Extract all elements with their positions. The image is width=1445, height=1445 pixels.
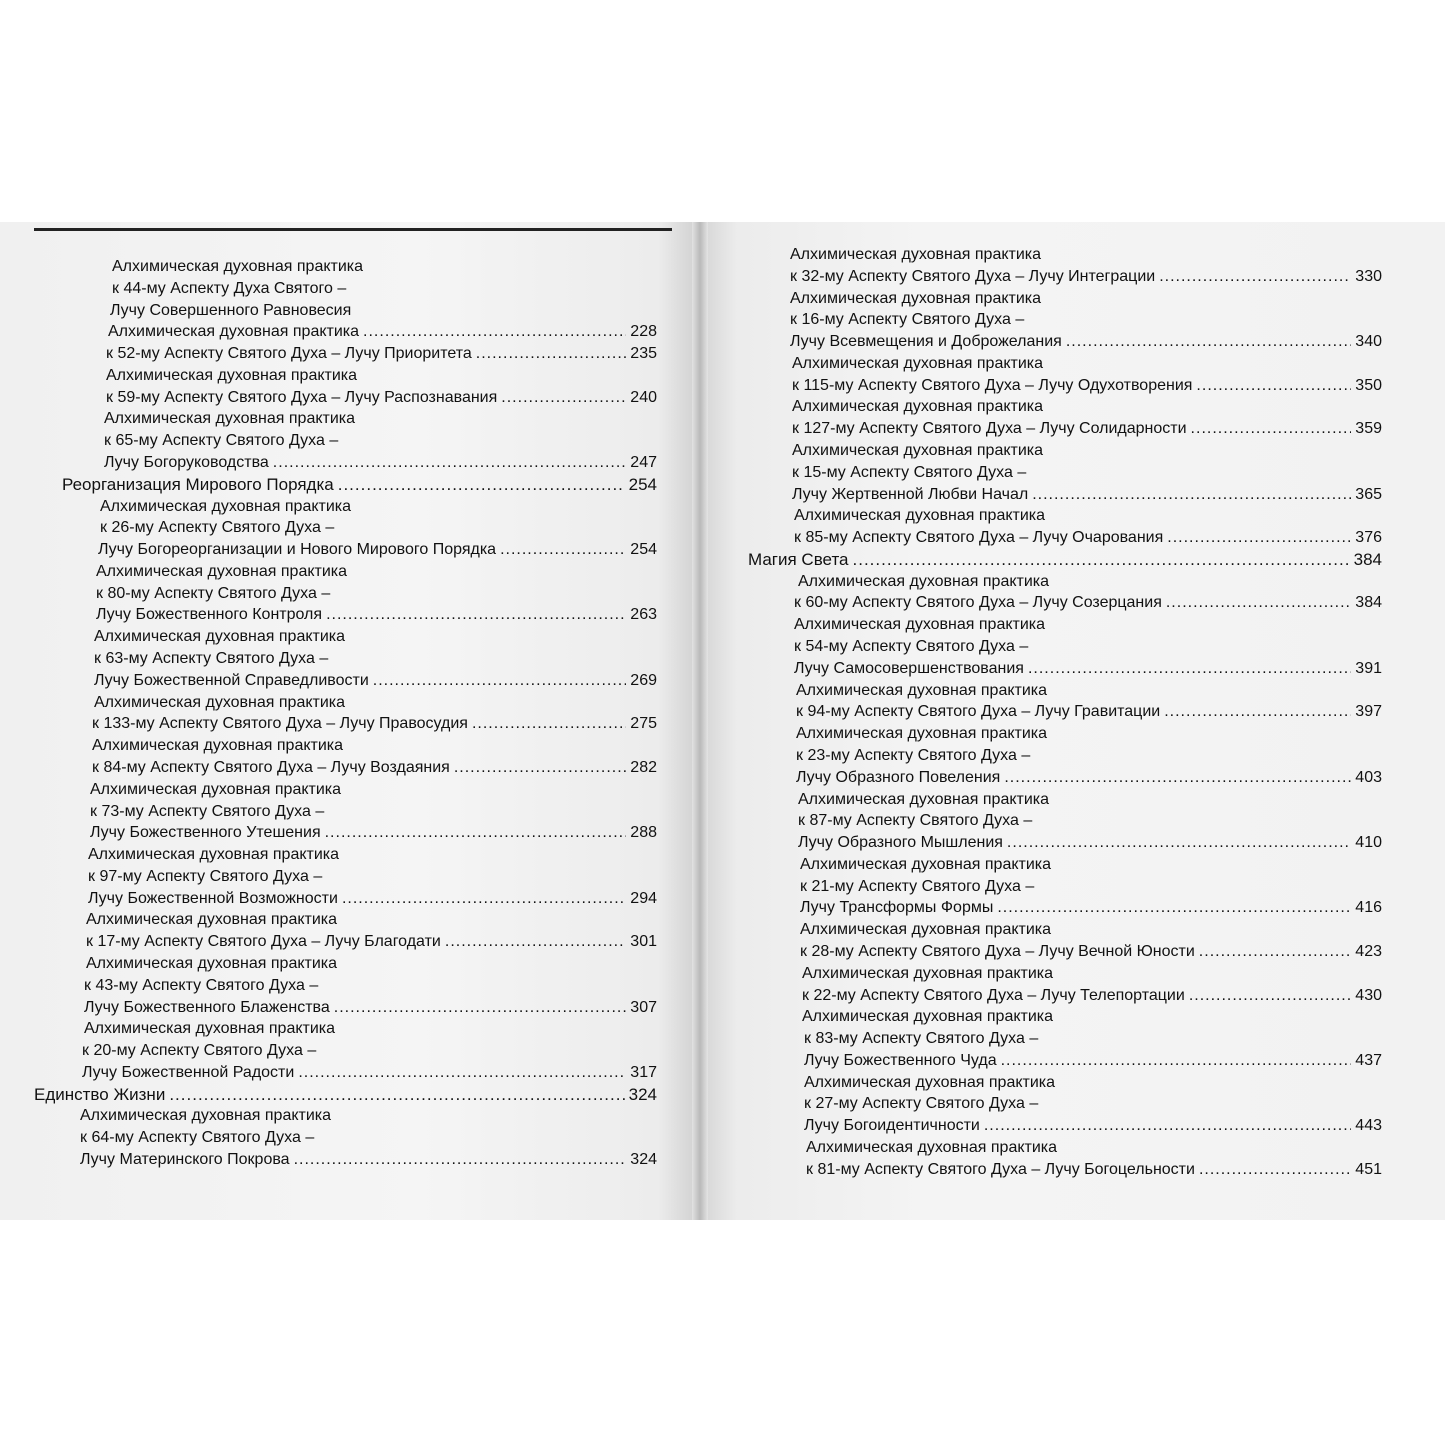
toc-entry-line [790, 288, 1041, 310]
section-title: Реорганизация Мирового Порядка [62, 474, 334, 494]
toc-entry-line [90, 801, 324, 823]
toc-entry-text: Лучу Образного Мышления [798, 834, 1003, 852]
page-number: 384 [1353, 549, 1382, 569]
dot-leader [1166, 592, 1351, 614]
toc-entry-line [792, 418, 1382, 440]
page-number: 410 [1355, 834, 1382, 852]
toc-entry-text: Лучу Божественного Чуда [804, 1051, 997, 1069]
toc-entry-line [804, 1093, 1038, 1115]
dot-leader [273, 452, 627, 474]
page-number: 324 [630, 1150, 657, 1168]
toc-entry-text: к 16-му Аспекту Святого Духа – [790, 311, 1025, 329]
dot-leader [326, 604, 626, 626]
toc-entry-text: Алхимическая духовная практика [86, 954, 338, 972]
toc-entry-text: Алхимическая духовная практика [792, 442, 1044, 460]
toc-entry-line [800, 897, 1382, 919]
page-number: 275 [630, 715, 657, 733]
page-number: 254 [628, 474, 657, 494]
top-rule [34, 228, 672, 231]
page-number: 235 [630, 345, 657, 363]
toc-entry-text: Лучу Божественного Утешения [90, 824, 321, 842]
dot-leader [1028, 658, 1351, 680]
toc-entry-text: Алхимическая духовная практика [108, 323, 360, 341]
toc-entry-line [86, 931, 657, 953]
page-number: 384 [1355, 594, 1382, 612]
toc-entry-line [88, 844, 339, 866]
dot-leader [338, 474, 625, 496]
dot-leader [294, 1149, 627, 1171]
toc-entry-text: к 27-му Аспекту Святого Духа – [804, 1095, 1039, 1113]
toc-entry-line [800, 919, 1051, 941]
toc-entry-line [798, 810, 1032, 832]
page-number: 423 [1355, 942, 1382, 960]
page-number: 247 [630, 454, 657, 472]
toc-entry-line [90, 822, 657, 844]
book-gutter [692, 222, 708, 1220]
toc-entry-line [82, 1040, 316, 1062]
dot-leader [1191, 418, 1352, 440]
toc-entry-line [92, 735, 343, 757]
toc-entry-line [106, 387, 657, 409]
toc-entry-line [92, 757, 657, 779]
dot-leader [445, 931, 626, 953]
dot-leader [476, 343, 627, 365]
toc-entry-text: Алхимическая духовная практика [804, 1073, 1056, 1091]
toc-entry-line [96, 604, 657, 626]
toc-entry-line [802, 985, 1382, 1007]
toc-entry-line [108, 321, 657, 343]
toc-entry-text: к 54-му Аспекту Святого Духа – [794, 638, 1029, 656]
toc-entry-text: Алхимическая духовная практика [796, 681, 1048, 699]
dot-leader [1032, 484, 1351, 506]
toc-entry-line [96, 561, 347, 583]
toc-entry-line [794, 658, 1382, 680]
left-page [0, 222, 700, 1220]
toc-entry-text: Алхимическая духовная практика [794, 616, 1046, 634]
toc-entry-line [796, 767, 1382, 789]
toc-entry-line [802, 963, 1053, 985]
toc-entry-text: к 73-му Аспекту Святого Духа – [90, 802, 325, 820]
dot-leader [1164, 701, 1351, 723]
toc-entry-text: Алхимическая духовная практика [802, 964, 1054, 982]
toc-entry-line [794, 592, 1382, 614]
page-number: 263 [630, 606, 657, 624]
page-number: 391 [1355, 659, 1382, 677]
toc-entry-line [106, 365, 357, 387]
toc-entry-text: Алхимическая духовная практика [794, 507, 1046, 525]
page-number: 288 [630, 824, 657, 842]
toc-entry-line [94, 648, 328, 670]
dot-leader [1066, 331, 1351, 353]
toc-entry-line [796, 701, 1382, 723]
toc-entry-text: Лучу Образного Повеления [796, 768, 1001, 786]
page-number: 350 [1355, 376, 1382, 394]
toc-entry-line [806, 1137, 1057, 1159]
toc-entry-line [84, 975, 318, 997]
toc-entry-line [80, 1105, 331, 1127]
toc-entry-text: Лучу Трансформы Формы [800, 899, 994, 917]
toc-entry-text: к 85-му Аспекту Святого Духа – Лучу Очарования [794, 529, 1164, 547]
page-number: 307 [630, 998, 657, 1016]
toc-entry-text: Алхимическая духовная практика [790, 246, 1042, 263]
toc-entry-text: Алхимическая духовная практика [806, 1138, 1058, 1156]
toc-section-line [34, 1084, 657, 1106]
page-number: 282 [630, 758, 657, 776]
dot-leader [1004, 767, 1351, 789]
dot-leader [1189, 985, 1351, 1007]
toc-entry-text: Алхимическая духовная практика [798, 572, 1050, 590]
toc-entry-line [804, 1072, 1055, 1094]
toc-entry-line [806, 1159, 1382, 1181]
section-title: Магия Света [748, 549, 849, 569]
dot-leader [1001, 1050, 1352, 1072]
toc-entry-text: Алхимическая духовная практика [100, 497, 352, 515]
toc-entry-text: к 87-му Аспекту Святого Духа – [798, 812, 1033, 830]
dot-leader [1159, 266, 1351, 288]
toc-entry-text: Алхимическая духовная практика [792, 398, 1044, 416]
toc-entry-line [796, 723, 1047, 745]
toc-entry-line [94, 692, 345, 714]
dot-leader [853, 549, 1350, 571]
page-number: 365 [1355, 485, 1382, 503]
toc-entry-line [112, 256, 363, 278]
dot-leader [1199, 941, 1352, 963]
toc-entry-text: Лучу Богореорганизации и Нового Мирового Порядка [98, 541, 497, 559]
dot-leader [454, 757, 626, 779]
toc-entry-text: к 22-му Аспекту Святого Духа – Лучу Телепортации [802, 986, 1185, 1004]
toc-entry-line [82, 1062, 657, 1084]
toc-entry-text: Алхимическая духовная практика [792, 354, 1044, 372]
dot-leader [325, 822, 627, 844]
page-number: 301 [630, 933, 657, 951]
page-number: 443 [1355, 1117, 1382, 1135]
toc-entry-line [94, 670, 657, 692]
toc-entry-text: Алхимическая духовная практика [96, 562, 348, 580]
dot-leader [997, 897, 1351, 919]
page-number: 254 [630, 541, 657, 559]
toc-entry-line [792, 353, 1043, 375]
toc-entry-line [84, 1018, 335, 1040]
page-number: 437 [1355, 1051, 1382, 1069]
toc-entry-text: к 97-му Аспекту Святого Духа – [88, 867, 323, 885]
toc-entry-line [88, 888, 657, 910]
toc-entry-text: к 21-му Аспекту Святого Духа – [800, 877, 1035, 895]
toc-entry-text: к 94-му Аспекту Святого Духа – Лучу Гравитации [796, 703, 1161, 721]
toc-entry-line [790, 266, 1382, 288]
toc-entry-text: к 83-му Аспекту Святого Духа – [804, 1030, 1039, 1048]
toc-entry-text: Лучу Совершенного Равновесия [110, 301, 352, 319]
toc-entry-text: к 20-му Аспекту Святого Духа – [82, 1042, 317, 1060]
toc-entry-text: Лучу Материнского Покрова [80, 1150, 290, 1168]
dot-leader [169, 1084, 624, 1106]
toc-entry-text: Лучу Божественного Блаженства [84, 998, 330, 1016]
toc-entry-text: к 127-му Аспекту Святого Духа – Лучу Солидарности [792, 420, 1187, 438]
toc-entry-line [796, 680, 1047, 702]
toc-entry-text: Алхимическая духовная практика [94, 628, 346, 646]
toc-entry-line [790, 309, 1024, 331]
toc-entry-line [794, 614, 1045, 636]
page-number: 416 [1355, 899, 1382, 917]
dot-leader [472, 713, 626, 735]
toc-entry-text: Алхимическая духовная практика [790, 289, 1042, 307]
dot-leader [334, 997, 627, 1019]
toc-entry-text: к 65-му Аспекту Святого Духа – [104, 432, 339, 450]
toc-entry-text: Лучу Божественной Радости [82, 1063, 295, 1081]
toc-entry-line [804, 1050, 1382, 1072]
toc-entry-line [792, 396, 1043, 418]
page-number: 330 [1355, 267, 1382, 285]
toc-entry-text: Лучу Божественного Контроля [96, 606, 323, 624]
toc-entry-text: к 15-му Аспекту Святого Духа – [792, 463, 1027, 481]
toc-entry-line [794, 505, 1045, 527]
toc-entry-text: Алхимическая духовная практика [90, 780, 342, 798]
toc-entry-line [104, 408, 355, 430]
toc-entry-line [100, 496, 351, 518]
toc-entry-line [790, 244, 1041, 266]
toc-entry-line [104, 452, 657, 474]
toc-entry-text: Алхимическая духовная практика [796, 725, 1048, 743]
dot-leader [1199, 1159, 1351, 1181]
toc-entry-text: к 133-му Аспекту Святого Духа – Лучу Правосудия [92, 715, 468, 733]
toc-entry-text: к 26-му Аспекту Святого Духа – [100, 519, 335, 537]
toc-entry-text: Алхимическая духовная практика [800, 921, 1052, 939]
dot-leader [1167, 527, 1351, 549]
page-number: 269 [630, 671, 657, 689]
page-number: 430 [1355, 986, 1382, 1004]
toc-entry-text: Алхимическая духовная практика [112, 258, 364, 275]
toc-entry-line [104, 430, 338, 452]
toc-entry-line [800, 854, 1051, 876]
toc-entry-text: Лучу Богоруководства [104, 454, 269, 472]
dot-leader [501, 387, 626, 409]
toc-section-line [748, 549, 1382, 571]
dot-leader [298, 1062, 626, 1084]
toc-entry-text: Алхимическая духовная практика [104, 410, 356, 428]
toc-entry-line [88, 866, 322, 888]
toc-entry-line [792, 440, 1043, 462]
toc-entry-text: Алхимическая духовная практика [92, 737, 344, 755]
page-number: 340 [1355, 333, 1382, 351]
dot-leader [1007, 832, 1351, 854]
toc-entry-text: к 32-му Аспекту Святого Духа – Лучу Интеграции [790, 267, 1156, 285]
toc-entry-line [802, 1006, 1053, 1028]
toc-entry-line [792, 462, 1026, 484]
toc-entry-text: Алхимическая духовная практика [798, 790, 1050, 808]
page-number: 376 [1355, 529, 1382, 547]
toc-entry-line [800, 876, 1034, 898]
toc-entry-text: к 44-му Аспекту Духа Святого – [112, 279, 347, 297]
toc-entry-text: Лучу Божественной Возможности [88, 889, 338, 907]
toc-entry-line [792, 375, 1382, 397]
toc-entry-line [798, 832, 1382, 854]
toc-entry-text: к 17-му Аспекту Святого Духа – Лучу Благодати [86, 933, 441, 951]
toc-entry-line [86, 953, 337, 975]
page-number: 228 [630, 323, 657, 341]
page-number: 317 [630, 1063, 657, 1081]
page-number: 294 [630, 889, 657, 907]
page-number: 451 [1355, 1160, 1382, 1178]
toc-entry-line [94, 626, 345, 648]
toc-entry-line [92, 713, 657, 735]
toc-entry-text: к 52-му Аспекту Святого Духа – Лучу Приоритета [106, 345, 472, 363]
toc-entry-text: Алхимическая духовная практика [800, 855, 1052, 873]
toc-entry-text: Лучу Всевмещения и Доброжелания [790, 333, 1062, 351]
toc-entry-line [804, 1028, 1038, 1050]
toc-entry-text: к 60-му Аспекту Святого Духа – Лучу Созерцания [794, 594, 1162, 612]
toc-entry-line [96, 583, 330, 605]
dot-leader [363, 321, 626, 343]
toc-entry-line [792, 484, 1382, 506]
toc-entry-text: Лучу Самосовершенствования [794, 659, 1024, 677]
book-spread [0, 222, 1445, 1220]
toc-entry-text: к 64-му Аспекту Святого Духа – [80, 1129, 315, 1147]
toc-entry-text: Алхимическая духовная практика [86, 911, 338, 929]
toc-entry-text: к 63-му Аспекту Святого Духа – [94, 650, 329, 668]
dot-leader [984, 1115, 1351, 1137]
toc-entry-line [106, 343, 657, 365]
toc-entry-text: к 80-му Аспекту Святого Духа – [96, 584, 331, 602]
toc-entry-line [798, 789, 1049, 811]
toc-entry-line [86, 909, 337, 931]
page-number: 397 [1355, 703, 1382, 721]
toc-entry-line [84, 997, 657, 1019]
toc-entry-text: Алхимическая духовная практика [88, 846, 340, 864]
toc-entry-line [80, 1149, 657, 1171]
dot-leader [342, 888, 626, 910]
toc-entry-text: к 28-му Аспекту Святого Духа – Лучу Вечной Юности [800, 942, 1195, 960]
toc-entry-text: Лучу Богоидентичности [804, 1117, 980, 1135]
toc-entry-text: к 59-му Аспекту Святого Духа – Лучу Распознавания [106, 388, 498, 406]
toc-entry-line [110, 300, 351, 322]
dot-leader [1196, 375, 1351, 397]
toc-entry-line [794, 527, 1382, 549]
toc-entry-text: к 84-му Аспекту Святого Духа – Лучу Воздаяния [92, 758, 450, 776]
toc-entry-text: Алхимическая духовная практика [802, 1008, 1054, 1026]
page-number: 324 [628, 1084, 657, 1104]
toc-entry-line [794, 636, 1028, 658]
toc-entry-text: Лучу Божественной Справедливости [94, 671, 369, 689]
toc-entry-line [98, 539, 657, 561]
page-number: 403 [1355, 768, 1382, 786]
toc-entry-text: к 23-му Аспекту Святого Духа – [796, 746, 1031, 764]
toc-entry-line [796, 745, 1030, 767]
toc-entry-line [798, 571, 1049, 593]
toc-entry-line [90, 779, 341, 801]
right-page [700, 222, 1445, 1220]
page-number: 240 [630, 388, 657, 406]
toc-entry-text: Алхимическая духовная практика [94, 693, 346, 711]
toc-entry-text: к 115-му Аспекту Святого Духа – Лучу Одухотворения [792, 376, 1193, 394]
page-number: 359 [1355, 420, 1382, 438]
toc-entry-line [80, 1127, 314, 1149]
toc-entry-line [800, 941, 1382, 963]
toc-entry-text: Алхимическая духовная практика [84, 1020, 336, 1038]
toc-entry-line [790, 331, 1382, 353]
toc-entry-text: к 81-му Аспекту Святого Духа – Лучу Богоцельности [806, 1160, 1195, 1178]
toc-entry-text: Лучу Жертвенной Любви Начал [792, 485, 1029, 503]
toc-entry-line [804, 1115, 1382, 1137]
dot-leader [373, 670, 627, 692]
toc-entry-text: Алхимическая духовная практика [80, 1107, 332, 1125]
toc-entry-text: Алхимическая духовная практика [106, 366, 358, 384]
toc-section-line [62, 474, 657, 496]
toc-entry-line [100, 517, 334, 539]
section-title: Единство Жизни [34, 1084, 166, 1104]
toc-entry-text: к 43-му Аспекту Святого Духа – [84, 976, 319, 994]
toc-entry-line [112, 278, 346, 300]
dot-leader [500, 539, 626, 561]
